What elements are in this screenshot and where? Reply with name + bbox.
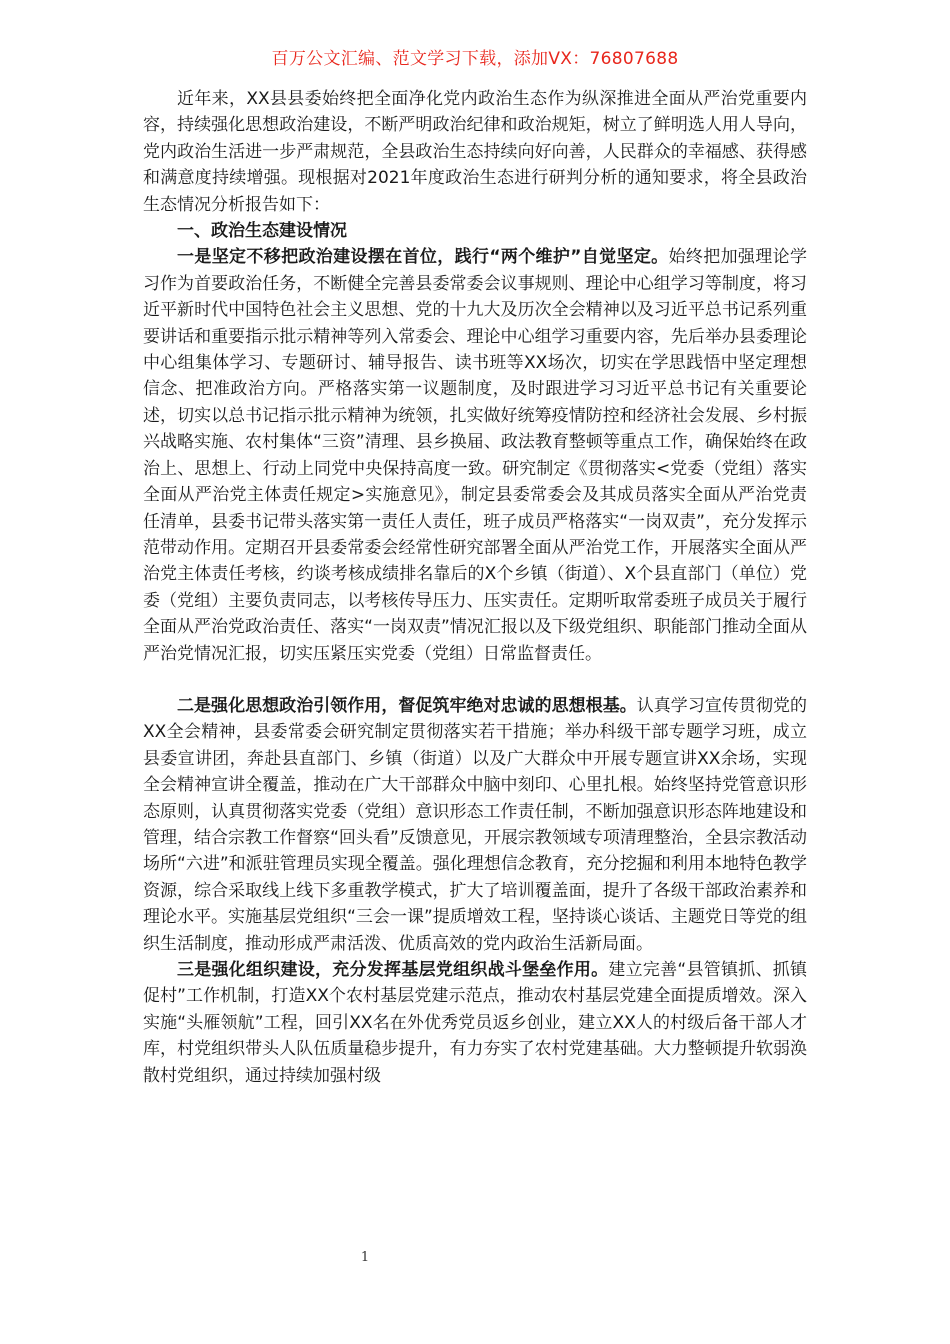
paragraph-lead: 三是强化组织建设，充分发挥基层党组织战斗堡垒作用。 bbox=[177, 960, 609, 980]
paragraph-ideological-guidance bbox=[143, 693, 807, 957]
paragraph-political-construction bbox=[143, 244, 807, 667]
paragraph-text: 建立完善“县管镇抓、抓镇促村”工作机制，打造XX个农村基层党建示范点，推动农村基层党建全面提质增效。深入实施“头雁领航”工程，回引XX名在外优秀党员返乡创业，建立XX人的村级后备干部人才库，村党组织带头人队伍质量稳步提升，有力夯实了农村党建基础。大力整顿提升软弱涣散村党组织，通过持续加强村级 bbox=[143, 960, 808, 1086]
section-heading: 一、政治生态建设情况 bbox=[177, 221, 347, 242]
paragraph-lead: 一是坚定不移把政治建设摆在首位，践行“两个维护”自觉坚定。 bbox=[177, 247, 669, 268]
paragraph-lead: 二是强化思想政治引领作用，督促筑牢绝对忠诚的思想根基。 bbox=[177, 695, 637, 716]
paragraph-text: 始终把加强理论学习作为首要政治任务，不断健全完善县委常委会议事规则、理论中心组学习等制度，将习近平新时代中国特色社会主义思想、党的十九大及历次全会精神以及习近平总书记系列重要讲话和重要指示批示精神等列入常委会、理论中心组学习重要内容，先后举办县委理论中心组集体学习、专题研讨、辅导报告、读书班等XX场次，切实在学思践悟中坚定理想信念、把准政治方向。严格落实第一议题制度，及时跟进学习习近平总书记有关重要论述，切实以总书记指示批示精神为统领，扎实做好统筹疫情防控和经济社会发展、乡村振兴战略实施、农村集体“三资”清理、县乡换届、政法教育整顿等重点工作，确保始终在政治上、思想上、行动上同党中央保持高度一致。研究制定《贯彻落实<党委（党组）落实全面从严治党主体责任规定>实施意见》，制定县委常委会及其成员落实全面从严治党责任清单，县委书记带头落实第一责任人责任，班子成员严格落实“一岗双责”，充分发挥示范带动作用。定期召开县委常委会经常性研究部署全面从严治党工作，开展落实全面从严治党主体责任考核，约谈考核成绩排名靠后的X个乡镇（街道）、X个县直部门（单位）党委（党组）主要负责同志，以考核传导压力、压实责任。定期听取常委班子成员关于履行全面从严治党政治责任、落实“一岗双责”情况汇报以及下级党组织、职能部门推动全面从严治党情况汇报，切实压紧压实党委（党组）日常监督责任。 bbox=[143, 247, 807, 664]
paragraph-text: 认真学习宣传贯彻党的XX全会精神，县委常委会研究制定贯彻落实若干措施；举办科级干部专题学习班，成立县委宣讲团，奔赴县直部门、乡镇（街道）以及广大群众中开展专题宣讲XX余场，实现全会精神宣讲全覆盖，推动在广大干部群众中脑中刻印、心里扎根。始终坚持党管意识形态原则，认真贯彻落实党委（党组）意识形态工作责任制，不断加强意识形态阵地建设和管理，结合宗教工作督察“回头看”反馈意见，开展宗教领域专项清理整治，全县宗教活动场所“六进”和派驻管理员实现全覆盖。强化理想信念教育，充分挖掘和利用本地特色教学资源，综合采取线上线下多重教学模式，扩大了培训覆盖面，提升了各级干部政治素养和理论水平。实施基层党组织“三会一课”提质增效工程，坚持谈心谈话、主题党日等党的组织生活制度，推动形成严肃活泼、优质高效的党内政治生活新局面。 bbox=[143, 695, 807, 954]
paragraph-organization-building bbox=[143, 957, 807, 1089]
watermark-header: 百万公文汇编、范文学习下载，添加VX：76807688 bbox=[271, 49, 679, 69]
page-number: 1 bbox=[360, 1250, 370, 1265]
intro-paragraph: 近年来，XX县县委始终把全面净化党内政治生态作为纵深推进全面从严治党重要内容，持续强化思想政治建设，不断严明政治纪律和政治规矩，树立了鲜明选人用人导向，党内政治生活进一步严肃规范，全县政治生态持续向好向善，人民群众的幸福感、获得感和满意度持续增强。现根据对2021年度政治生态进行研判分析的通知要求，将全县政治生态情况分析报告如下： bbox=[143, 89, 807, 215]
document-body bbox=[143, 86, 807, 1089]
